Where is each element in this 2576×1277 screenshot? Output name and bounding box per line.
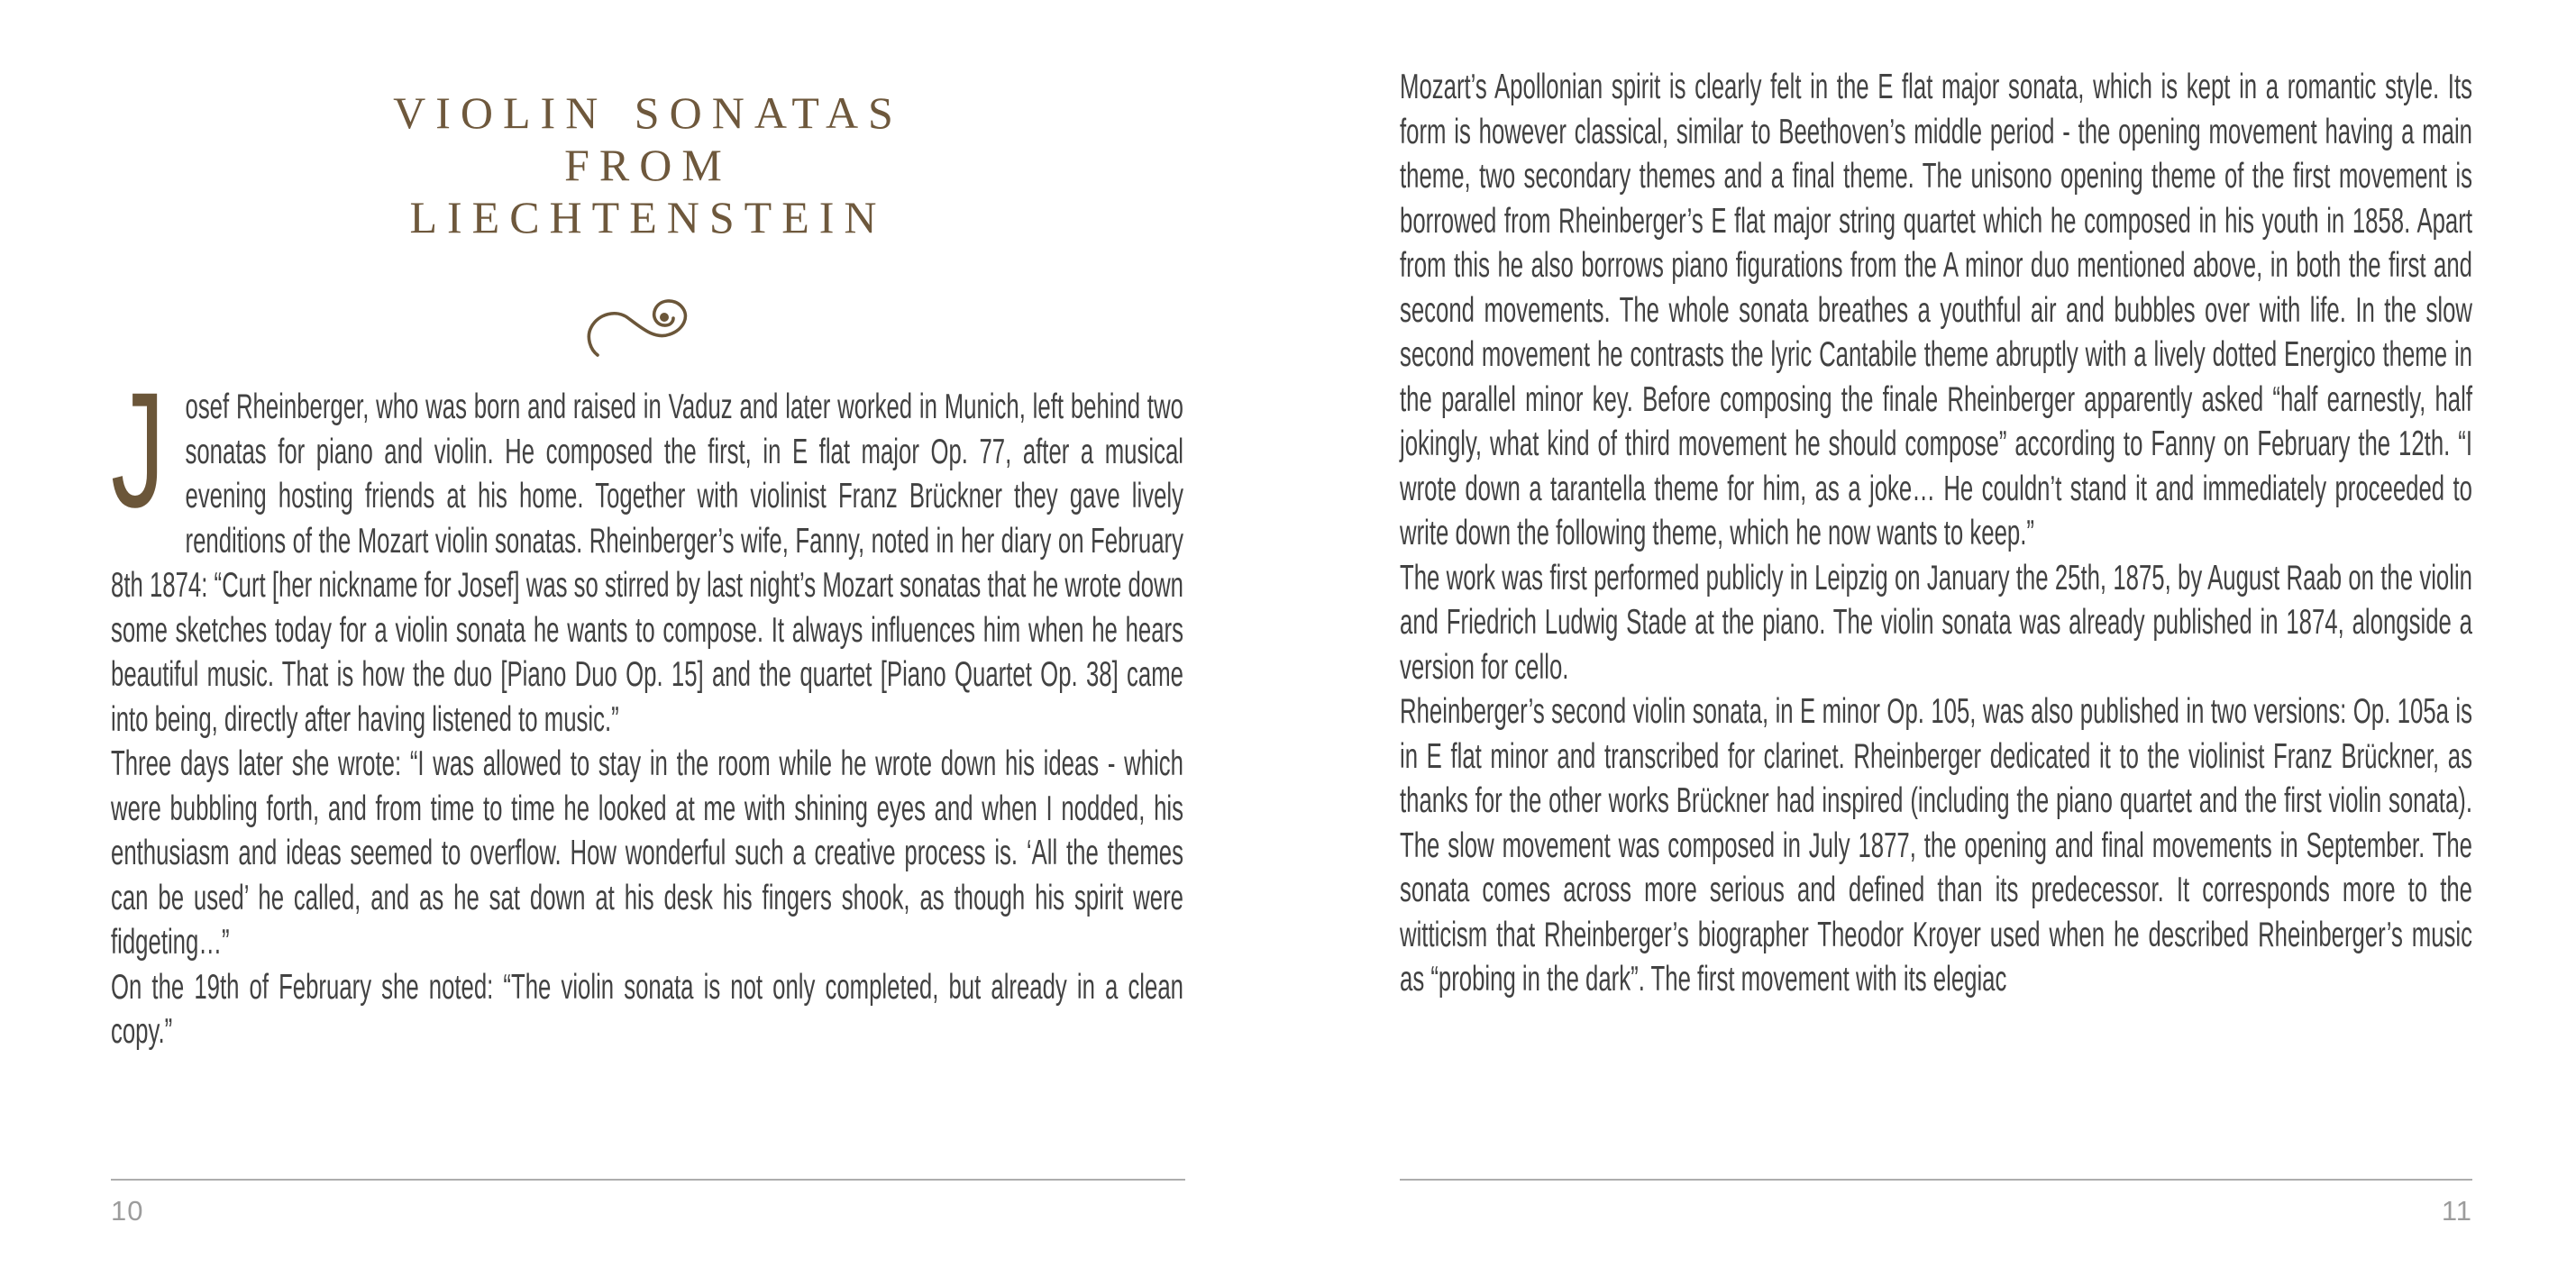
title-line-2: FROM: [564, 140, 732, 190]
footer-divider: [1400, 1179, 2472, 1181]
paragraph: The work was first performed publicly in Leipzig on January the 25th, 1875, by August Raab on the violin and Friedrich Ludwig Stade at the piano. The violin sonata was already published in 1874, alongside a version for cello.: [1400, 558, 2472, 687]
paragraph: Rheinberger’s second violin sonata, in E minor Op. 105, was also published in two versions: Op. 105a is in E flat minor and transcribed for clarinet. Rheinberger dedicated it to the violinist Franz Brückner, as thanks for the other works Brückner had inspired (including the piano quartet and the first violin sonata). The slow movement was composed in July 1877, the opening and final movements in September. The sonata comes across more serious and defined than its predecessor. It corresponds more to the witticism that Rheinberger’s biographer Theodor Kroyer used when he described Rheinberger’s music as “probing in the dark”. The first movement with its elegiac: [1400, 692, 2472, 999]
page-number-left: 10: [111, 1195, 144, 1227]
flourish-swirl-icon: [576, 285, 720, 360]
page-right: [1400, 0, 2472, 1277]
footer-divider: [111, 1179, 1185, 1181]
paragraph: Three days later she wrote: “I was allowed to stay in the room while he wrote down his ideas - which were bubbling forth, and from time to time he looked at me with shining eyes and when I nodded, his enthusiasm and ideas seemed to overflow. How wonderful such a creative process is. ‘All the themes can be used’ he called, and as he sat down at his desk his fingers shook, as though his spirit were fidgeting…”: [111, 744, 1183, 962]
page-title: [111, 87, 1185, 243]
right-page-footer: [1400, 1179, 2472, 1227]
paragraph: On the 19th of February she noted: “The violin sonata is not only completed, but already in a clean copy.”: [111, 967, 1183, 1051]
paragraph: Mozart’s Apollonian spirit is clearly felt in the E flat major sonata, which is kept in a romantic style. Its form is however classical, similar to Beethoven’s middle period - the opening movement having a main theme, two secondary themes and a final theme. The unisono opening theme of the first movement is borrowed from Rheinberger’s E flat major string quartet which he composed in his youth in 1858. Apart from this he also borrows piano figurations from the A minor duo mentioned above, in both the first and second movements. The whole sonata breathes a youthful air and bubbles over with life. In the slow second movement he contrasts the lyric Cantabile theme abruptly with a lively dotted Energico theme in the parallel minor key. Before composing the finale Rheinberger apparently asked “half earnestly, half jokingly, what kind of third movement he should compose” according to Fanny on February the 12th. “I wrote down a tarantella theme for him, as a joke… He couldn’t stand it and immediately proceeded to write down the following theme, which he now wants to keep.”: [1400, 68, 2472, 552]
page-left: [111, 0, 1185, 1277]
dropcap-initial: J: [111, 358, 166, 542]
page-number-right: 11: [2441, 1195, 2472, 1227]
right-body-text: [1400, 65, 2472, 1002]
left-page-footer: [111, 1179, 1185, 1227]
title-line-1: VIOLIN SONATAS: [393, 87, 903, 138]
title-line-3: LIECHTENSTEIN: [409, 192, 887, 242]
flourish-ornament: [111, 285, 1185, 365]
paragraph: [111, 358, 1183, 742]
paragraph-text: osef Rheinberger, who was born and raised in Vaduz and later worked in Munich, left behind two sonatas for piano and violin. He composed the first, in E flat major Op. 77, after a musical evening hosting friends at his home. Together with violinist Franz Brückner they gave lively renditions of the Mozart violin sonatas. Rheinberger’s wife, Fanny, noted in her diary on February 8th 1874: “Curt [her nickname for Josef] was so stirred by last night’s Mozart sonatas that he wrote down some sketches today for a violin sonata he wants to compose. It always influences him when he hears beautiful music. That is how the duo [Piano Duo Op. 15] and the quartet [Piano Quartet Op. 38] came into being, directly after having listened to music.”: [111, 388, 1183, 739]
left-body-text: [111, 358, 1183, 1054]
